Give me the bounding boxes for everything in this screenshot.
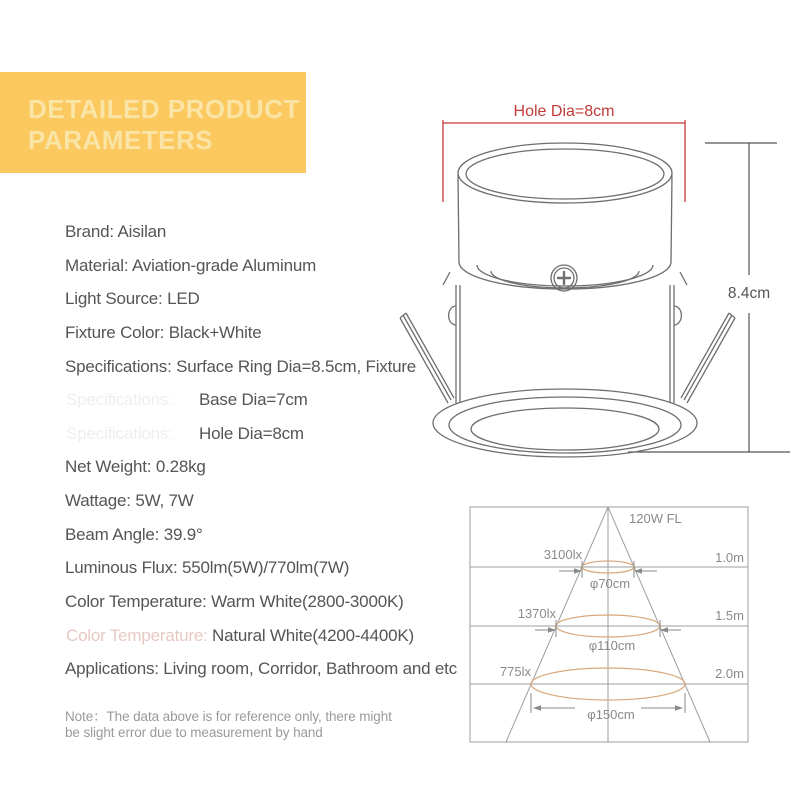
spec-brand: Brand: Aisilan bbox=[65, 222, 167, 241]
diameter-label-2m: φ150cm bbox=[587, 707, 635, 722]
spec-wattage: Wattage: 5W, 7W bbox=[65, 491, 194, 510]
lamp-housing bbox=[458, 143, 672, 289]
spring-clip-right bbox=[681, 313, 735, 403]
spec-light-source: Light Source: LED bbox=[65, 289, 200, 308]
banner-title-line2: PARAMETERS bbox=[28, 125, 214, 155]
section-banner bbox=[0, 72, 306, 173]
lux-label-1m: 3100lx bbox=[543, 547, 582, 562]
ghost-text-specifications-1: Specifications: bbox=[66, 390, 173, 409]
banner-title-line1: DETAILED PRODUCT bbox=[28, 94, 300, 124]
note-line1: Note：The data above is for reference only, there might bbox=[65, 709, 392, 724]
spec-natural-white: Natural White(4200-4400K) bbox=[212, 626, 414, 645]
spec-beam-angle: Beam Angle: 39.9° bbox=[65, 525, 203, 544]
spec-color-temperature: Color Temperature: Warm White(2800-3000K) bbox=[65, 592, 404, 611]
spec-base-dia: Base Dia=7cm bbox=[199, 390, 308, 409]
note-line2: be slight error due to measurement by hand bbox=[65, 725, 323, 740]
spec-luminous-flux: Luminous Flux: 550lm(5W)/770lm(7W) bbox=[65, 558, 350, 577]
trim-ring bbox=[433, 389, 697, 457]
distance-label-1-5m: 1.5m bbox=[715, 608, 744, 623]
spec-fixture-color: Fixture Color: Black+White bbox=[65, 323, 262, 342]
spec-hole-dia: Hole Dia=8cm bbox=[199, 424, 304, 443]
spec-net-weight: Net Weight: 0.28kg bbox=[65, 457, 206, 476]
hole-dia-label: Hole Dia=8cm bbox=[513, 103, 615, 120]
spring-clip-left bbox=[400, 313, 454, 403]
spec-specifications: Specifications: Surface Ring Dia=8.5cm, Fixture bbox=[65, 357, 417, 376]
ghost-text-color-temperature: Color Temperature: bbox=[66, 626, 208, 645]
diameter-label-1m: φ70cm bbox=[589, 576, 631, 591]
lamp-body bbox=[443, 272, 687, 403]
screw-icon bbox=[551, 265, 577, 291]
diameter-label-1-5m: φ110cm bbox=[588, 638, 636, 653]
beam-title-label: 120W FL bbox=[629, 511, 682, 526]
spec-applications: Applications: Living room, Corridor, Bathroom and etc bbox=[65, 659, 457, 678]
lux-label-1-5m: 1370lx bbox=[517, 606, 556, 621]
distance-label-1m: 1.0m bbox=[715, 550, 744, 565]
height-dimension bbox=[628, 143, 790, 452]
fixture-drawing bbox=[380, 85, 800, 465]
lux-label-2m: 775lx bbox=[499, 664, 531, 679]
ghost-text-specifications-2: Specifications: bbox=[66, 424, 173, 443]
spec-material: Material: Aviation-grade Aluminum bbox=[65, 256, 317, 275]
height-label: 8.4cm bbox=[727, 285, 771, 302]
beam-diagram bbox=[455, 495, 800, 775]
distance-label-2m: 2.0m bbox=[715, 666, 744, 681]
